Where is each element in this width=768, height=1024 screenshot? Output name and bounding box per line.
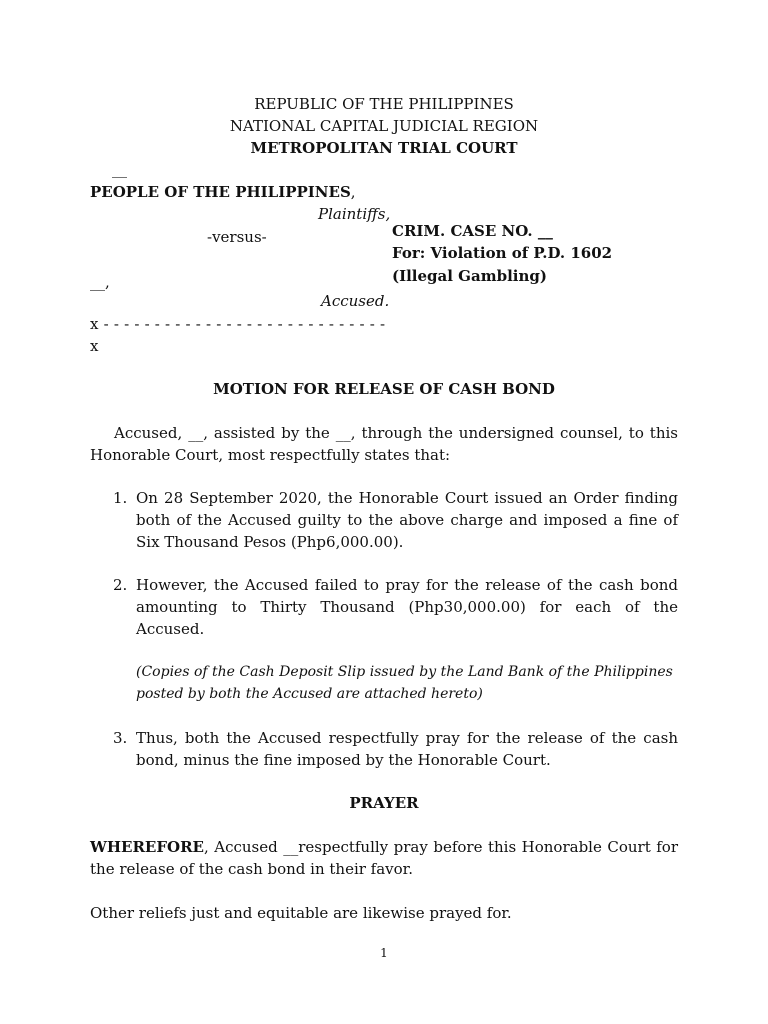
versus-label: -versus- — [207, 228, 267, 246]
header-blank: __ — [112, 160, 127, 178]
case-violation: For: Violation of P.D. 1602 — [392, 244, 613, 262]
header-region: NATIONAL CAPITAL JUDICIAL REGION — [229, 117, 539, 135]
motion-title: MOTION FOR RELEASE OF CASH BOND — [213, 380, 555, 398]
plaintiffs-label: Plaintiffs, — [318, 205, 391, 223]
other-reliefs: Other reliefs just and equitable are likewise prayed for. — [90, 904, 512, 922]
item-2-number: 2. — [113, 576, 128, 594]
caption-separator: x - - - - - - - - - - - - - - - - - - - - - - - - - - - - — [90, 315, 386, 333]
attachment-note: (Copies of the Cash Deposit Slip issued by the Land Bank of the Philippines posted by both the Accused are attached hereto) — [136, 664, 673, 702]
item-3-number: 3. — [113, 729, 128, 747]
plaintiff-comma: , — [350, 183, 356, 201]
page-number: 1 — [380, 946, 388, 960]
header-court: METROPOLITAN TRIAL COURT — [250, 139, 518, 157]
prayer-heading: PRAYER — [349, 794, 419, 812]
wherefore-bold: WHEREFORE — [90, 838, 204, 856]
item-2-text: However, the Accused failed to pray for the release of the cash bond amounting to Thirty Thousand (Php30,000.00) for each of the Accused. — [136, 576, 678, 638]
case-number: CRIM. CASE NO. __ — [392, 222, 553, 240]
header-republic: REPUBLIC OF THE PHILIPPINES — [254, 95, 514, 113]
accused-label: Accused. — [321, 292, 390, 310]
caption-separator-end: x — [90, 337, 99, 355]
wherefore-paragraph — [90, 836, 678, 880]
item-1-number: 1. — [113, 489, 128, 507]
plaintiff-name — [90, 181, 356, 203]
plaintiff-name-text: PEOPLE OF THE PHILIPPINES — [90, 183, 351, 201]
accused-name: __, — [90, 273, 110, 291]
intro-paragraph: Accused, __, assisted by the __, through the undersigned counsel, to this Honorable Court, most respectfully states that: — [90, 424, 678, 464]
wherefore-rest: , Accused __respectfully pray before this Honorable Court for the release of the cash bond in their favor. — [90, 838, 678, 878]
item-1-text: On 28 September 2020, the Honorable Court issued an Order finding both of the Accused guilty to the above charge and imposed a fine of Six Thousand Pesos (Php6,000.00). — [136, 489, 678, 551]
case-offense: (Illegal Gambling) — [392, 267, 547, 285]
item-3-text: Thus, both the Accused respectfully pray for the release of the cash bond, minus the fine imposed by the Honorable Court. — [136, 729, 678, 769]
